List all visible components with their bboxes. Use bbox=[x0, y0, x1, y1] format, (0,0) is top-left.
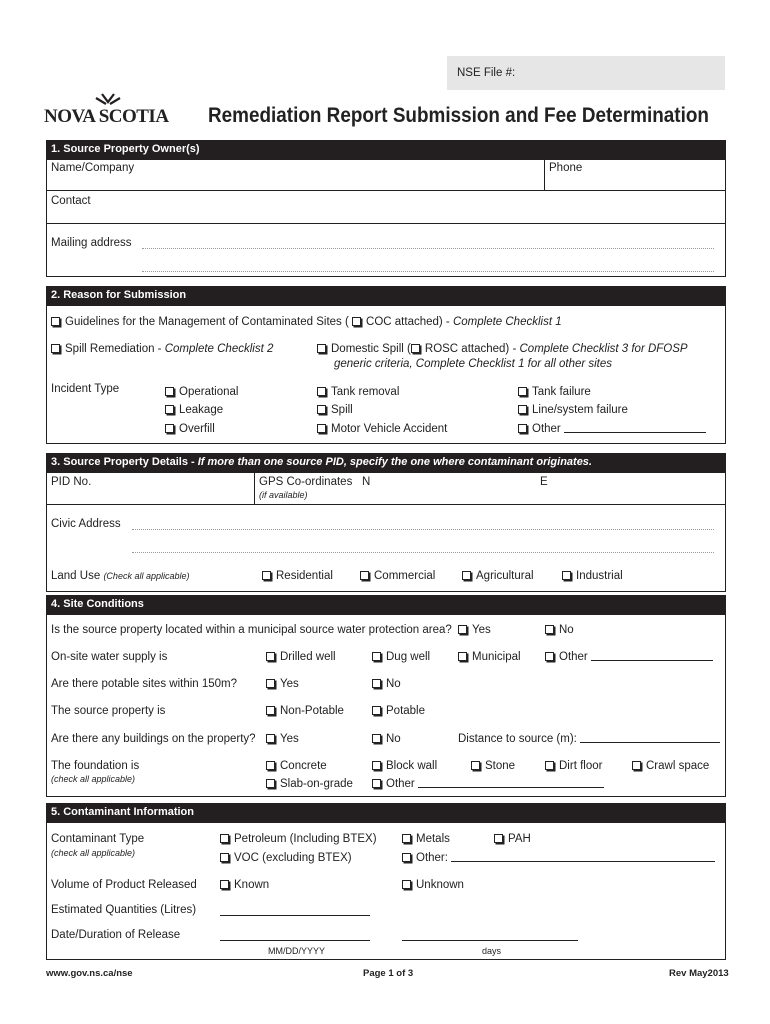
checkbox-icon[interactable] bbox=[562, 571, 571, 580]
source-water-yes[interactable]: Yes bbox=[458, 624, 491, 636]
checkbox-icon[interactable] bbox=[402, 853, 411, 862]
distance-to-source: Distance to source (m): bbox=[458, 733, 720, 745]
commercial-option[interactable]: Commercial bbox=[360, 570, 435, 582]
incident-other-field[interactable] bbox=[564, 423, 706, 433]
petroleum-option[interactable]: Petroleum (Including BTEX) bbox=[220, 833, 377, 845]
source-water-no[interactable]: No bbox=[545, 624, 574, 636]
checkbox-icon[interactable] bbox=[518, 405, 527, 414]
water-other-field[interactable] bbox=[591, 651, 713, 661]
foundation-note: (check all applicable) bbox=[51, 774, 136, 784]
checkbox-icon[interactable] bbox=[266, 652, 275, 661]
mailing-address-field[interactable] bbox=[142, 248, 714, 249]
civic-address-label: Civic Address bbox=[51, 518, 121, 530]
line-failure-option[interactable]: Line/system failure bbox=[518, 404, 628, 416]
domestic-spill-note: generic criteria, Complete Checklist 1 for all other sites bbox=[334, 358, 613, 370]
potable-option[interactable]: Potable bbox=[372, 705, 425, 717]
checkbox-icon[interactable] bbox=[220, 834, 229, 843]
stone-option[interactable]: Stone bbox=[471, 760, 515, 772]
pid-field[interactable] bbox=[47, 490, 253, 503]
volume-label: Volume of Product Released bbox=[51, 879, 197, 891]
section4-header: 4. Site Conditions bbox=[46, 595, 726, 614]
checkbox-icon[interactable] bbox=[372, 706, 381, 715]
days-hint: days bbox=[482, 946, 502, 956]
spill-option[interactable]: Spill bbox=[317, 404, 353, 416]
checkbox-icon[interactable] bbox=[360, 571, 369, 580]
checkbox-icon[interactable] bbox=[317, 424, 326, 433]
contact-label: Contact bbox=[51, 195, 91, 207]
footer-rev: Rev May2013 bbox=[669, 968, 729, 979]
checkbox-icon[interactable] bbox=[266, 706, 275, 715]
land-use-label: Land Use (Check all applicable) bbox=[51, 570, 190, 582]
coc-checkbox[interactable] bbox=[352, 317, 361, 326]
checkbox-icon[interactable] bbox=[402, 880, 411, 889]
spill-remediation-checkbox[interactable] bbox=[51, 344, 60, 353]
checkbox-icon[interactable] bbox=[372, 734, 381, 743]
checkbox-icon[interactable] bbox=[494, 834, 503, 843]
checkbox-icon[interactable] bbox=[518, 387, 527, 396]
foundation-other-field[interactable] bbox=[418, 778, 604, 788]
phone-field[interactable] bbox=[546, 177, 724, 189]
contaminant-type-note: (check all applicable) bbox=[51, 848, 136, 858]
gps-n-field[interactable] bbox=[372, 476, 532, 489]
checkbox-icon[interactable] bbox=[518, 424, 527, 433]
non-potable-option[interactable]: Non-Potable bbox=[266, 705, 344, 717]
checkbox-icon[interactable] bbox=[317, 387, 326, 396]
checkbox-icon[interactable] bbox=[317, 405, 326, 414]
domestic-spill-checkbox[interactable] bbox=[317, 344, 326, 353]
checkbox-icon[interactable] bbox=[220, 853, 229, 862]
buildings-question: Are there any buildings on the property? bbox=[51, 733, 256, 745]
potable-sites-question: Are there potable sites within 150m? bbox=[51, 678, 238, 690]
checkbox-icon[interactable] bbox=[372, 779, 381, 788]
pid-label: PID No. bbox=[51, 476, 92, 488]
operational-option[interactable]: Operational bbox=[165, 386, 238, 398]
date-field[interactable] bbox=[220, 931, 370, 941]
foundation-other-option[interactable]: Other bbox=[372, 778, 604, 790]
rosc-checkbox[interactable] bbox=[411, 344, 420, 353]
civic-address-field-2[interactable] bbox=[132, 552, 714, 553]
metals-option[interactable]: Metals bbox=[402, 833, 450, 845]
quantities-field[interactable] bbox=[220, 906, 370, 916]
buildings-no[interactable]: No bbox=[372, 733, 401, 745]
gps-n-label: N bbox=[362, 476, 371, 488]
checkbox-icon[interactable] bbox=[402, 834, 411, 843]
agricultural-option[interactable]: Agricultural bbox=[462, 570, 534, 582]
distance-field[interactable] bbox=[580, 733, 720, 743]
phone-label: Phone bbox=[549, 162, 583, 174]
section5-header: 5. Contaminant Information bbox=[46, 803, 726, 822]
source-water-question: Is the source property located within a municipal source water protection area? bbox=[51, 624, 452, 636]
residential-option[interactable]: Residential bbox=[262, 570, 333, 582]
contaminant-type-label: Contaminant Type bbox=[51, 833, 145, 845]
quantities-label: Estimated Quantities (Litres) bbox=[51, 904, 197, 916]
date-format-hint: MM/DD/YYYY bbox=[268, 946, 326, 956]
footer-page: Page 1 of 3 bbox=[363, 968, 414, 979]
crawl-space-option[interactable]: Crawl space bbox=[632, 760, 709, 772]
industrial-option[interactable]: Industrial bbox=[562, 570, 623, 582]
page-title: Remediation Report Submission and Fee Determination bbox=[208, 104, 709, 127]
gps-label: GPS Co-ordinates bbox=[259, 476, 353, 488]
date-label: Date/Duration of Release bbox=[51, 929, 181, 941]
mailing-address-label: Mailing address bbox=[51, 237, 132, 249]
tank-failure-option[interactable]: Tank failure bbox=[518, 386, 591, 398]
section3-header: 3. Source Property Details - If more than one source PID, specify the one where contaminant originates. bbox=[46, 453, 726, 472]
water-other-option[interactable]: Other bbox=[545, 651, 713, 663]
checkbox-icon[interactable] bbox=[220, 880, 229, 889]
pah-option[interactable]: PAH bbox=[494, 833, 531, 845]
block-wall-option[interactable]: Block wall bbox=[372, 760, 437, 772]
mailing-address-field-2[interactable] bbox=[142, 271, 714, 272]
checkbox-icon[interactable] bbox=[471, 761, 480, 770]
voc-option[interactable]: VOC (excluding BTEX) bbox=[220, 852, 352, 864]
contaminant-other-field[interactable] bbox=[451, 852, 715, 862]
checkbox-icon[interactable] bbox=[165, 387, 174, 396]
footer-url: www.gov.ns.ca/nse bbox=[46, 968, 133, 979]
checkbox-icon[interactable] bbox=[545, 652, 554, 661]
unknown-option[interactable]: Unknown bbox=[402, 879, 464, 891]
drilled-well-option[interactable]: Drilled well bbox=[266, 651, 336, 663]
checkbox-icon[interactable] bbox=[372, 679, 381, 688]
name-company-field[interactable] bbox=[47, 177, 543, 189]
nse-file-label: NSE File #: bbox=[457, 67, 516, 79]
checkbox-icon[interactable] bbox=[462, 571, 471, 580]
logo-text: NOVA SCOTIA bbox=[44, 106, 169, 127]
section1-header: 1. Source Property Owner(s) bbox=[46, 140, 726, 159]
duration-field[interactable] bbox=[402, 931, 578, 941]
checkbox-icon[interactable] bbox=[262, 571, 271, 580]
potable-sites-no[interactable]: No bbox=[372, 678, 401, 690]
mva-option[interactable]: Motor Vehicle Accident bbox=[317, 423, 447, 435]
civic-address-field[interactable] bbox=[132, 529, 714, 530]
checkbox-icon[interactable] bbox=[632, 761, 641, 770]
overfill-option[interactable]: Overfill bbox=[165, 423, 215, 435]
contact-field[interactable] bbox=[47, 209, 725, 222]
checkbox-icon[interactable] bbox=[545, 625, 554, 634]
checkbox-icon[interactable] bbox=[266, 734, 275, 743]
checkbox-icon[interactable] bbox=[458, 652, 467, 661]
potable-sites-yes[interactable]: Yes bbox=[266, 678, 299, 690]
contaminant-other-option[interactable]: Other: bbox=[402, 852, 715, 864]
foundation-question: The foundation is bbox=[51, 760, 140, 772]
dug-well-option[interactable]: Dug well bbox=[372, 651, 430, 663]
gps-e-label: E bbox=[540, 476, 548, 488]
guidelines-checkbox[interactable] bbox=[51, 317, 60, 326]
domestic-spill-option[interactable]: Domestic Spill ( ROSC attached) - Complete Checklist 3 for DFOSP bbox=[317, 343, 688, 355]
checkbox-icon[interactable] bbox=[545, 761, 554, 770]
section2-header: 2. Reason for Submission bbox=[46, 286, 726, 305]
checkbox-icon[interactable] bbox=[165, 405, 174, 414]
known-option[interactable]: Known bbox=[220, 879, 269, 891]
incident-type-label: Incident Type bbox=[51, 383, 120, 395]
property-potable-question: The source property is bbox=[51, 705, 166, 717]
guidelines-option[interactable]: Guidelines for the Management of Contaminated Sites ( COC attached) - Complete Checklist 1 bbox=[51, 316, 562, 328]
checkbox-icon[interactable] bbox=[458, 625, 467, 634]
slab-option[interactable]: Slab-on-grade bbox=[266, 778, 353, 790]
concrete-option[interactable]: Concrete bbox=[266, 760, 327, 772]
municipal-option[interactable]: Municipal bbox=[458, 651, 521, 663]
dirt-floor-option[interactable]: Dirt floor bbox=[545, 760, 602, 772]
checkbox-icon[interactable] bbox=[372, 652, 381, 661]
checkbox-icon[interactable] bbox=[372, 761, 381, 770]
water-supply-question: On-site water supply is bbox=[51, 651, 168, 663]
spill-remediation-option[interactable]: Spill Remediation - Complete Checklist 2 bbox=[51, 343, 273, 355]
name-company-label: Name/Company bbox=[51, 162, 135, 174]
checkbox-icon[interactable] bbox=[266, 761, 275, 770]
checkbox-icon[interactable] bbox=[165, 424, 174, 433]
tank-removal-option[interactable]: Tank removal bbox=[317, 386, 399, 398]
incident-other-option[interactable]: Other bbox=[518, 423, 706, 435]
checkbox-icon[interactable] bbox=[266, 679, 275, 688]
nova-scotia-logo bbox=[44, 92, 174, 126]
checkbox-icon[interactable] bbox=[266, 779, 275, 788]
gps-e-field[interactable] bbox=[550, 476, 720, 489]
leakage-option[interactable]: Leakage bbox=[165, 404, 223, 416]
buildings-yes[interactable]: Yes bbox=[266, 733, 299, 745]
gps-note: (if available) bbox=[259, 490, 308, 500]
